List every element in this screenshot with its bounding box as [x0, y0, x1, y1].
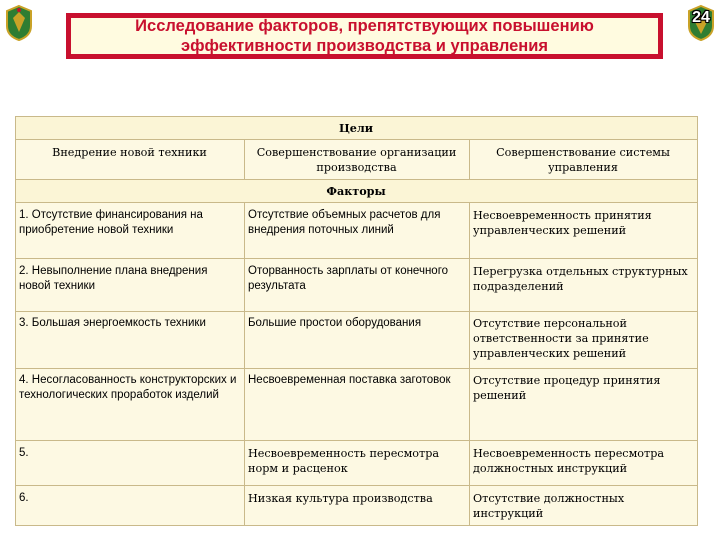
table-row [16, 441, 698, 486]
page-number: 24 [692, 9, 710, 26]
goals-header: Цели [16, 117, 698, 140]
factor-cell: Отсутствие объемных расчетов для внедрения поточных линий [245, 203, 470, 259]
factor-cell: Несвоевременность пересмотра должностных инструкций [470, 441, 698, 486]
factors-header-row [16, 180, 698, 203]
factors-header: Факторы [16, 180, 698, 203]
goal-cell: Совершенствование организации производства [245, 140, 470, 180]
factor-cell: 2. Невыполнение плана внедрения новой техники [16, 259, 245, 312]
factor-cell: Отсутствие персональной ответственности за принятие управленческих решений [470, 312, 698, 369]
factor-cell: Несвоевременная поставка заготовок [245, 369, 470, 441]
slide-title [66, 13, 663, 59]
table-row [16, 203, 698, 259]
table-row [16, 259, 698, 312]
goals-header-row [16, 117, 698, 140]
emblem-left-icon [4, 4, 34, 42]
goal-cell: Внедрение новой техники [16, 140, 245, 180]
factor-cell: 3. Большая энергоемкость техники [16, 312, 245, 369]
goals-row [16, 140, 698, 180]
factor-cell: 4. Несогласованность конструкторских и технологических проработок изделий [16, 369, 245, 441]
slide-title-line-2: эффективности производства и управления [180, 37, 549, 55]
goal-cell: Совершенствование системы управления [470, 140, 698, 180]
factor-cell: 1. Отсутствие финансирования на приобретение новой техники [16, 203, 245, 259]
factor-cell: 5. [16, 441, 245, 486]
factor-cell: Отсутствие должностных инструкций [470, 486, 698, 526]
factors-table [15, 116, 698, 526]
factor-cell: Оторванность зарплаты от конечного результата [245, 259, 470, 312]
slide-title-line-1: Исследование факторов, препятствующих повышению [135, 17, 594, 35]
factor-cell: Низкая культура производства [245, 486, 470, 526]
factor-cell: Перегрузка отдельных структурных подразделений [470, 259, 698, 312]
factor-cell: 6. [16, 486, 245, 526]
table-row [16, 369, 698, 441]
table-row [16, 312, 698, 369]
factor-cell: Несвоевременность принятия управленческих решений [470, 203, 698, 259]
factor-cell: Отсутствие процедур принятия решений [470, 369, 698, 441]
factor-cell: Большие простои оборудования [245, 312, 470, 369]
factor-cell: Несвоевременность пересмотра норм и расценок [245, 441, 470, 486]
table-row [16, 486, 698, 526]
